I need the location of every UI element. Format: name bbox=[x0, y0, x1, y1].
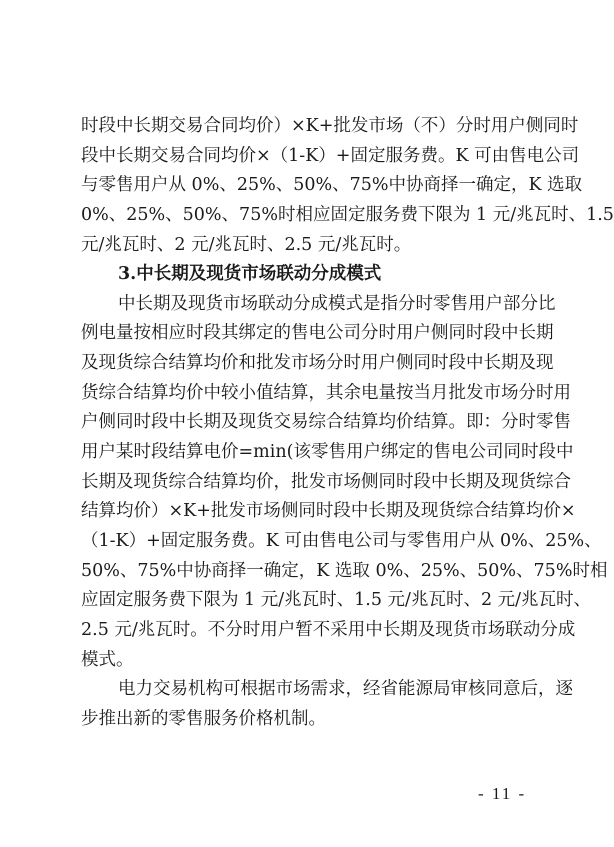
text-line: 模式。 bbox=[81, 649, 134, 670]
text-line: 结算均价）×K+批发市场侧同时段中长期及现货综合结算均价× bbox=[81, 501, 576, 522]
paragraph bbox=[81, 290, 608, 675]
text-line: 时段中长期交易合同均价）×K+批发市场（不）分时用户侧同时 bbox=[81, 116, 579, 136]
text-line: 步推出新的零售服务价格机制。 bbox=[81, 708, 326, 729]
text-line: 50%、75%中协商择一确定，K 选取 0%、25%、50%、75%时相 bbox=[81, 560, 608, 581]
paragraph bbox=[81, 675, 573, 734]
text-line: 用户某时段结算电价=min(该零售用户绑定的售电公司同时段中 bbox=[81, 442, 574, 463]
text-line: 例电量按相应时段其绑定的售电公司分时用户侧同时段中长期 bbox=[81, 323, 554, 344]
text-line: 段中长期交易合同均价×（1-K）+固定服务费。K 可由售电公司 bbox=[81, 145, 580, 166]
page-number: - 11 - bbox=[478, 784, 527, 803]
text-line: 元/兆瓦时、2 元/兆瓦时、2.5 元/兆瓦时。 bbox=[81, 234, 412, 255]
document-body bbox=[81, 112, 614, 734]
text-line: 3.中长期及现货市场联动分成模式 bbox=[118, 264, 382, 285]
text-line: 电力交易机构可根据市场需求，经省能源局审核同意后，逐 bbox=[118, 679, 573, 700]
text-line: 户侧同时段中长期及现货交易综合结算均价结算。即：分时零售 bbox=[81, 412, 571, 433]
text-line: 中长期及现货市场联动分成模式是指分时零售用户部分比 bbox=[118, 293, 556, 314]
text-line: 2.5 元/兆瓦时。不分时用户暂不采用中长期及现货市场联动分成 bbox=[81, 619, 576, 640]
text-line: 长期及现货综合结算均价，批发市场侧同时段中长期及现货综合 bbox=[81, 471, 571, 492]
text-line: 与零售用户从 0%、25%、50%、75%中协商择一确定，K 选取 bbox=[81, 175, 583, 196]
text-line: 应固定服务费下限为 1 元/兆瓦时、1.5 元/兆瓦时、2 元/兆瓦时、 bbox=[81, 590, 592, 611]
text-line: 0%、25%、50%、75%时相应固定服务费下限为 1 元/兆瓦时、1.5 bbox=[81, 204, 614, 225]
text-line: 货综合结算均价中较小值结算，其余电量按当月批发市场分时用 bbox=[81, 382, 571, 403]
paragraph bbox=[81, 112, 614, 260]
text-line: （1-K）+固定服务费。K 可由售电公司与零售用户从 0%、25%、 bbox=[81, 530, 602, 551]
text-line: 及现货综合结算均价和批发市场分时用户侧同时段中长期及现 bbox=[81, 353, 554, 374]
section-heading bbox=[81, 260, 524, 290]
